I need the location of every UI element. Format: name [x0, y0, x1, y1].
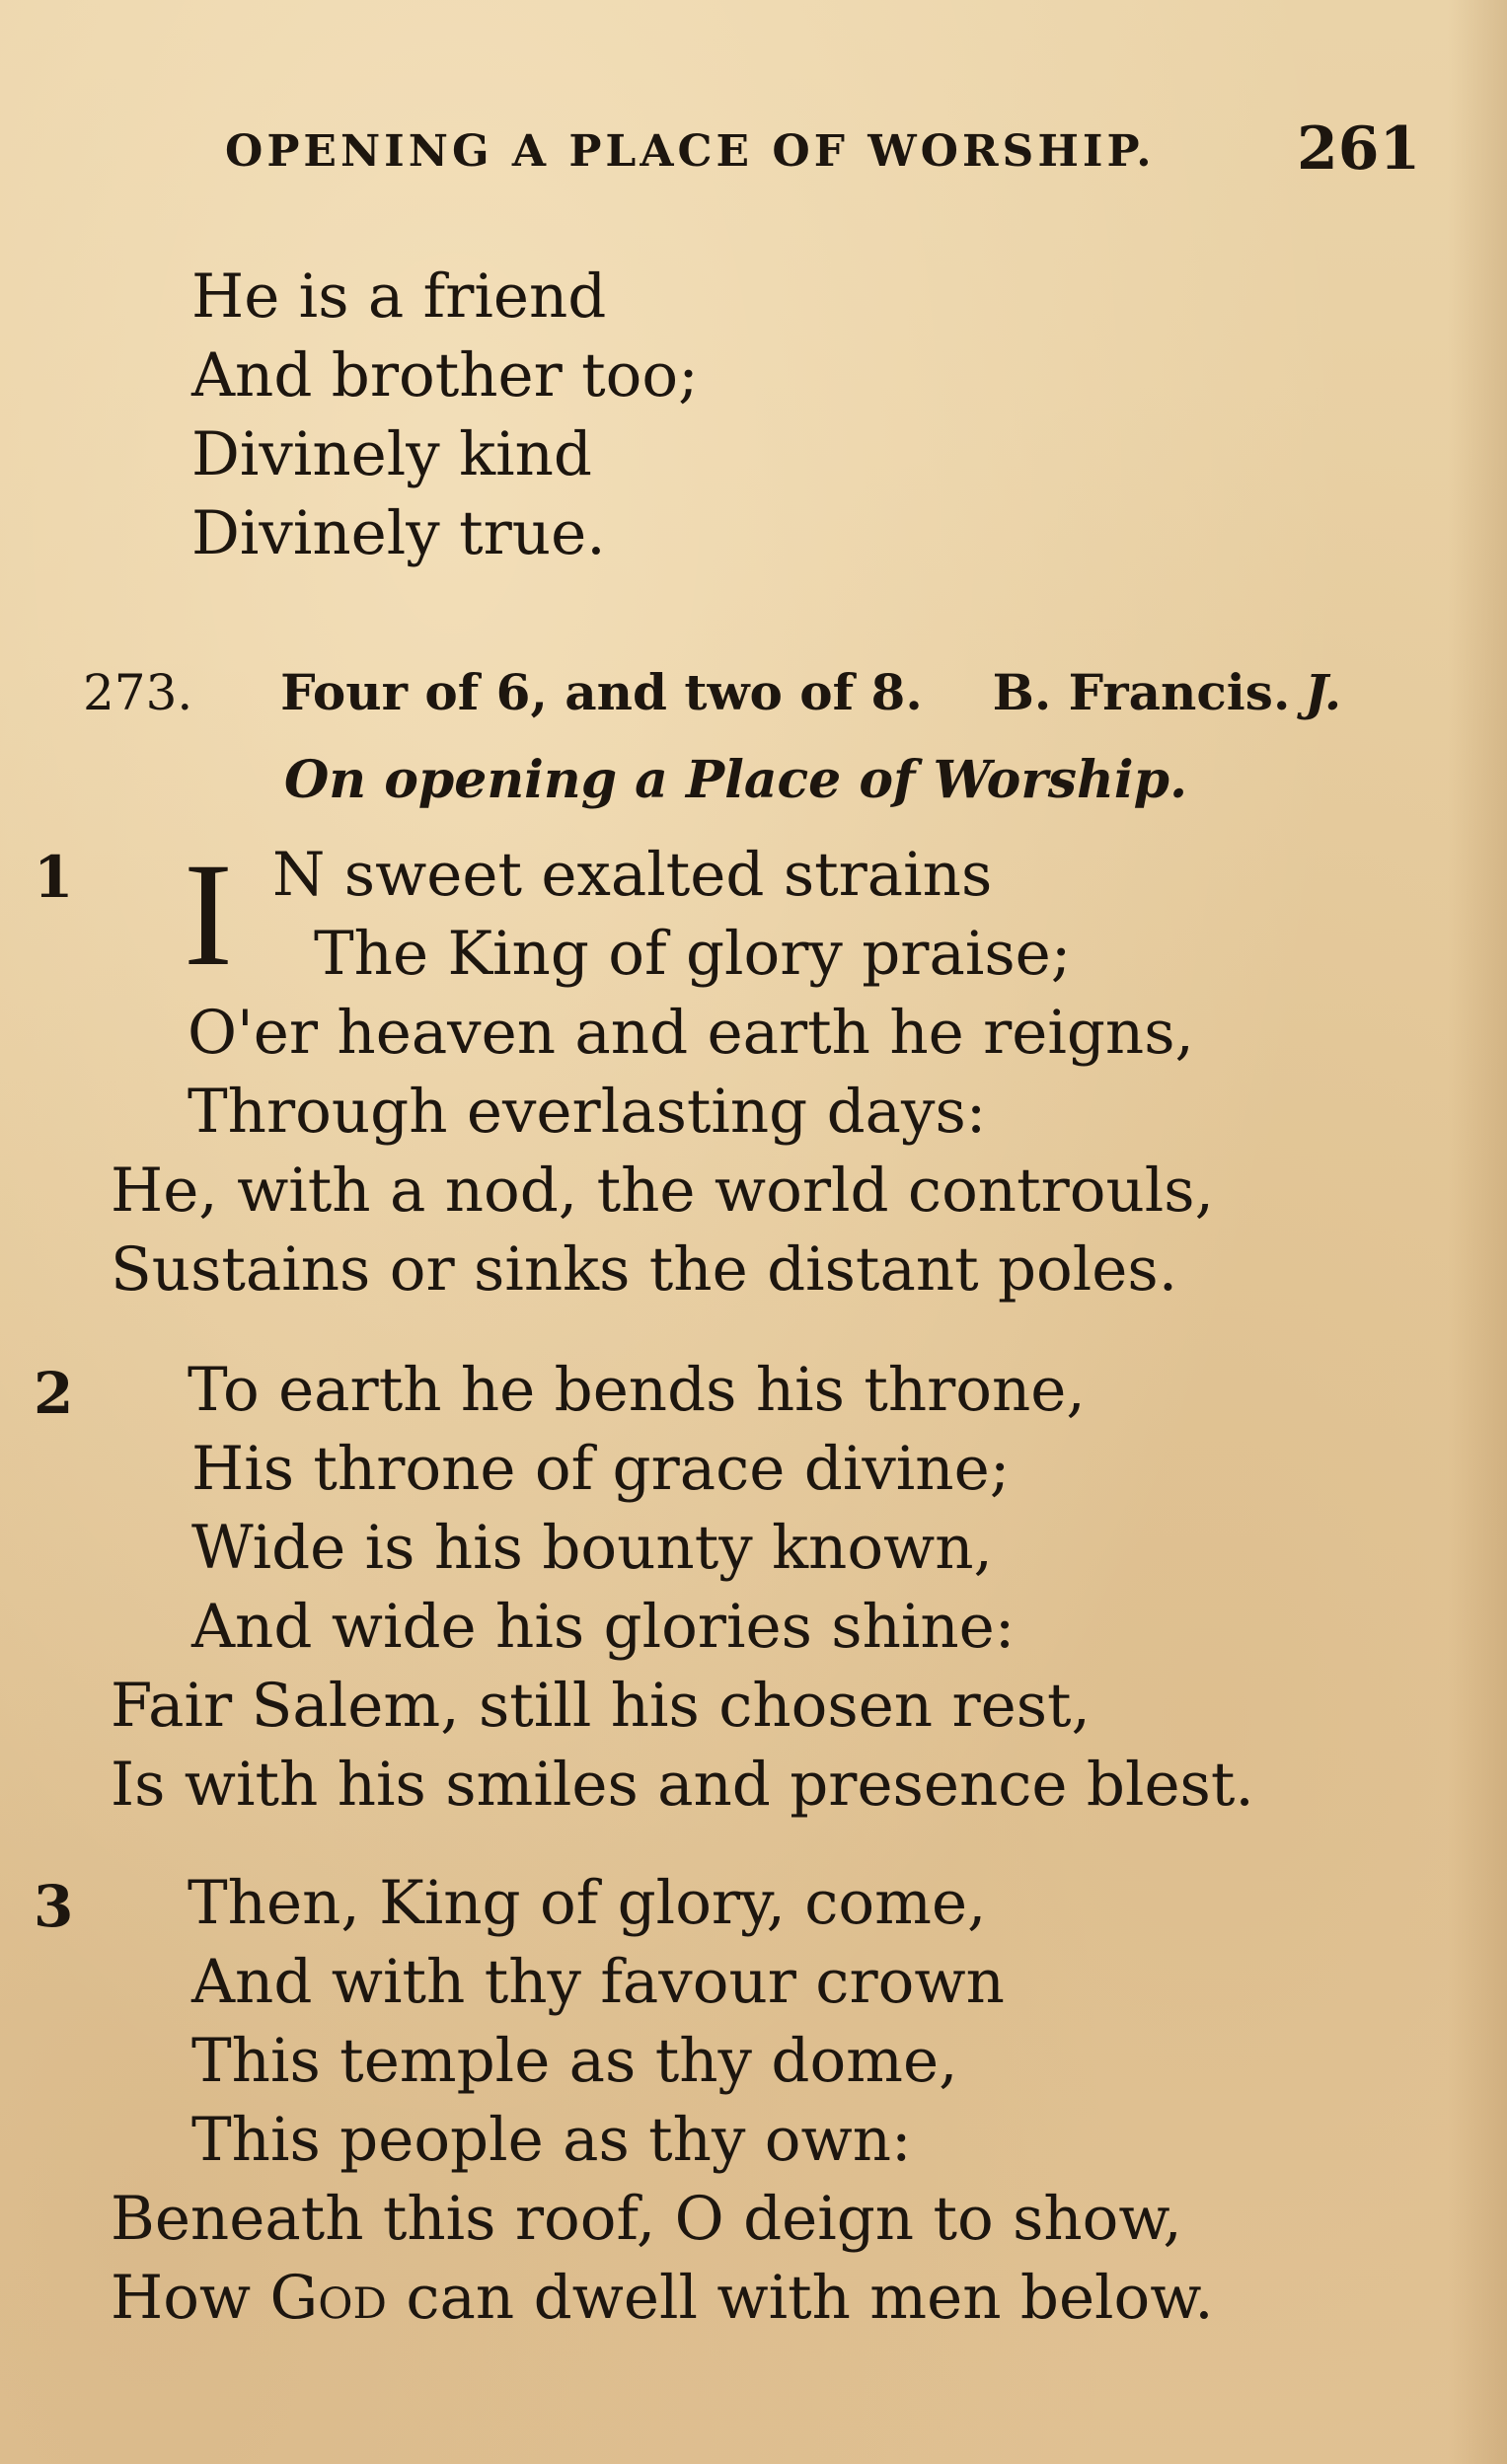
- hymn-subtitle: On opening a Place of Worship.: [284, 750, 1188, 810]
- hymn-author: B. Francis.: [992, 663, 1291, 721]
- verse-2-line-4: And wide his glories shine:: [191, 1592, 1016, 1662]
- verse-3-line-4: This people as thy own:: [191, 2105, 912, 2175]
- verse-1-line-4: Through everlasting days:: [188, 1077, 987, 1147]
- verse-1-line-6: Sustains or sinks the distant poles.: [111, 1234, 1178, 1305]
- hymn-header: [83, 663, 1290, 721]
- verse-number-3: 3: [34, 1873, 74, 1940]
- verse-2-line-5: Fair Salem, still his chosen rest,: [111, 1671, 1091, 1741]
- verse-2-line-2: His throne of grace divine;: [191, 1434, 1011, 1504]
- verse-2-line-6: Is with his smiles and presence blest.: [111, 1750, 1254, 1820]
- running-head: OPENING A PLACE OF WORSHIP.: [225, 126, 1156, 177]
- verse-1-line-5: He, with a nod, the world controuls,: [111, 1156, 1214, 1226]
- verse-number-1: 1: [34, 844, 74, 911]
- page-number: 261: [1297, 114, 1421, 184]
- verse-3-line-1: Then, King of glory, come,: [188, 1868, 987, 1938]
- god-small-caps: God: [269, 2263, 387, 2333]
- hymn-number: 273.: [83, 664, 193, 721]
- verse-3-line-6-suffix: can dwell with men below.: [387, 2263, 1214, 2333]
- verse-3-line-6: [111, 2263, 1214, 2333]
- verse-2-line-3: Wide is his bounty known,: [191, 1513, 993, 1583]
- hymn-meter: Four of 6, and two of 8.: [280, 663, 923, 721]
- drop-cap: I: [184, 833, 233, 997]
- verse-2-line-1: To earth he bends his throne,: [188, 1355, 1086, 1425]
- verse-1-line-1: N sweet exalted strains: [272, 840, 993, 910]
- verse-3-line-3: This temple as thy dome,: [191, 2026, 958, 2096]
- verse-3-line-5: Beneath this roof, O deign to show,: [111, 2184, 1182, 2254]
- continuation-line-4: Divinely true.: [191, 498, 606, 568]
- continuation-line-1: He is a friend: [191, 261, 607, 332]
- continuation-line-2: And brother too;: [191, 340, 699, 411]
- verse-1-line-3: O'er heaven and earth he reigns,: [188, 998, 1194, 1068]
- verse-number-2: 2: [34, 1360, 74, 1427]
- verse-1-line-2: The King of glory praise;: [314, 919, 1072, 989]
- verse-3-line-6-prefix: How: [111, 2263, 270, 2333]
- verse-3-line-2: And with thy favour crown: [191, 1947, 1005, 2017]
- hymn-author-mark: J.: [1305, 663, 1342, 721]
- continuation-line-3: Divinely kind: [191, 419, 592, 489]
